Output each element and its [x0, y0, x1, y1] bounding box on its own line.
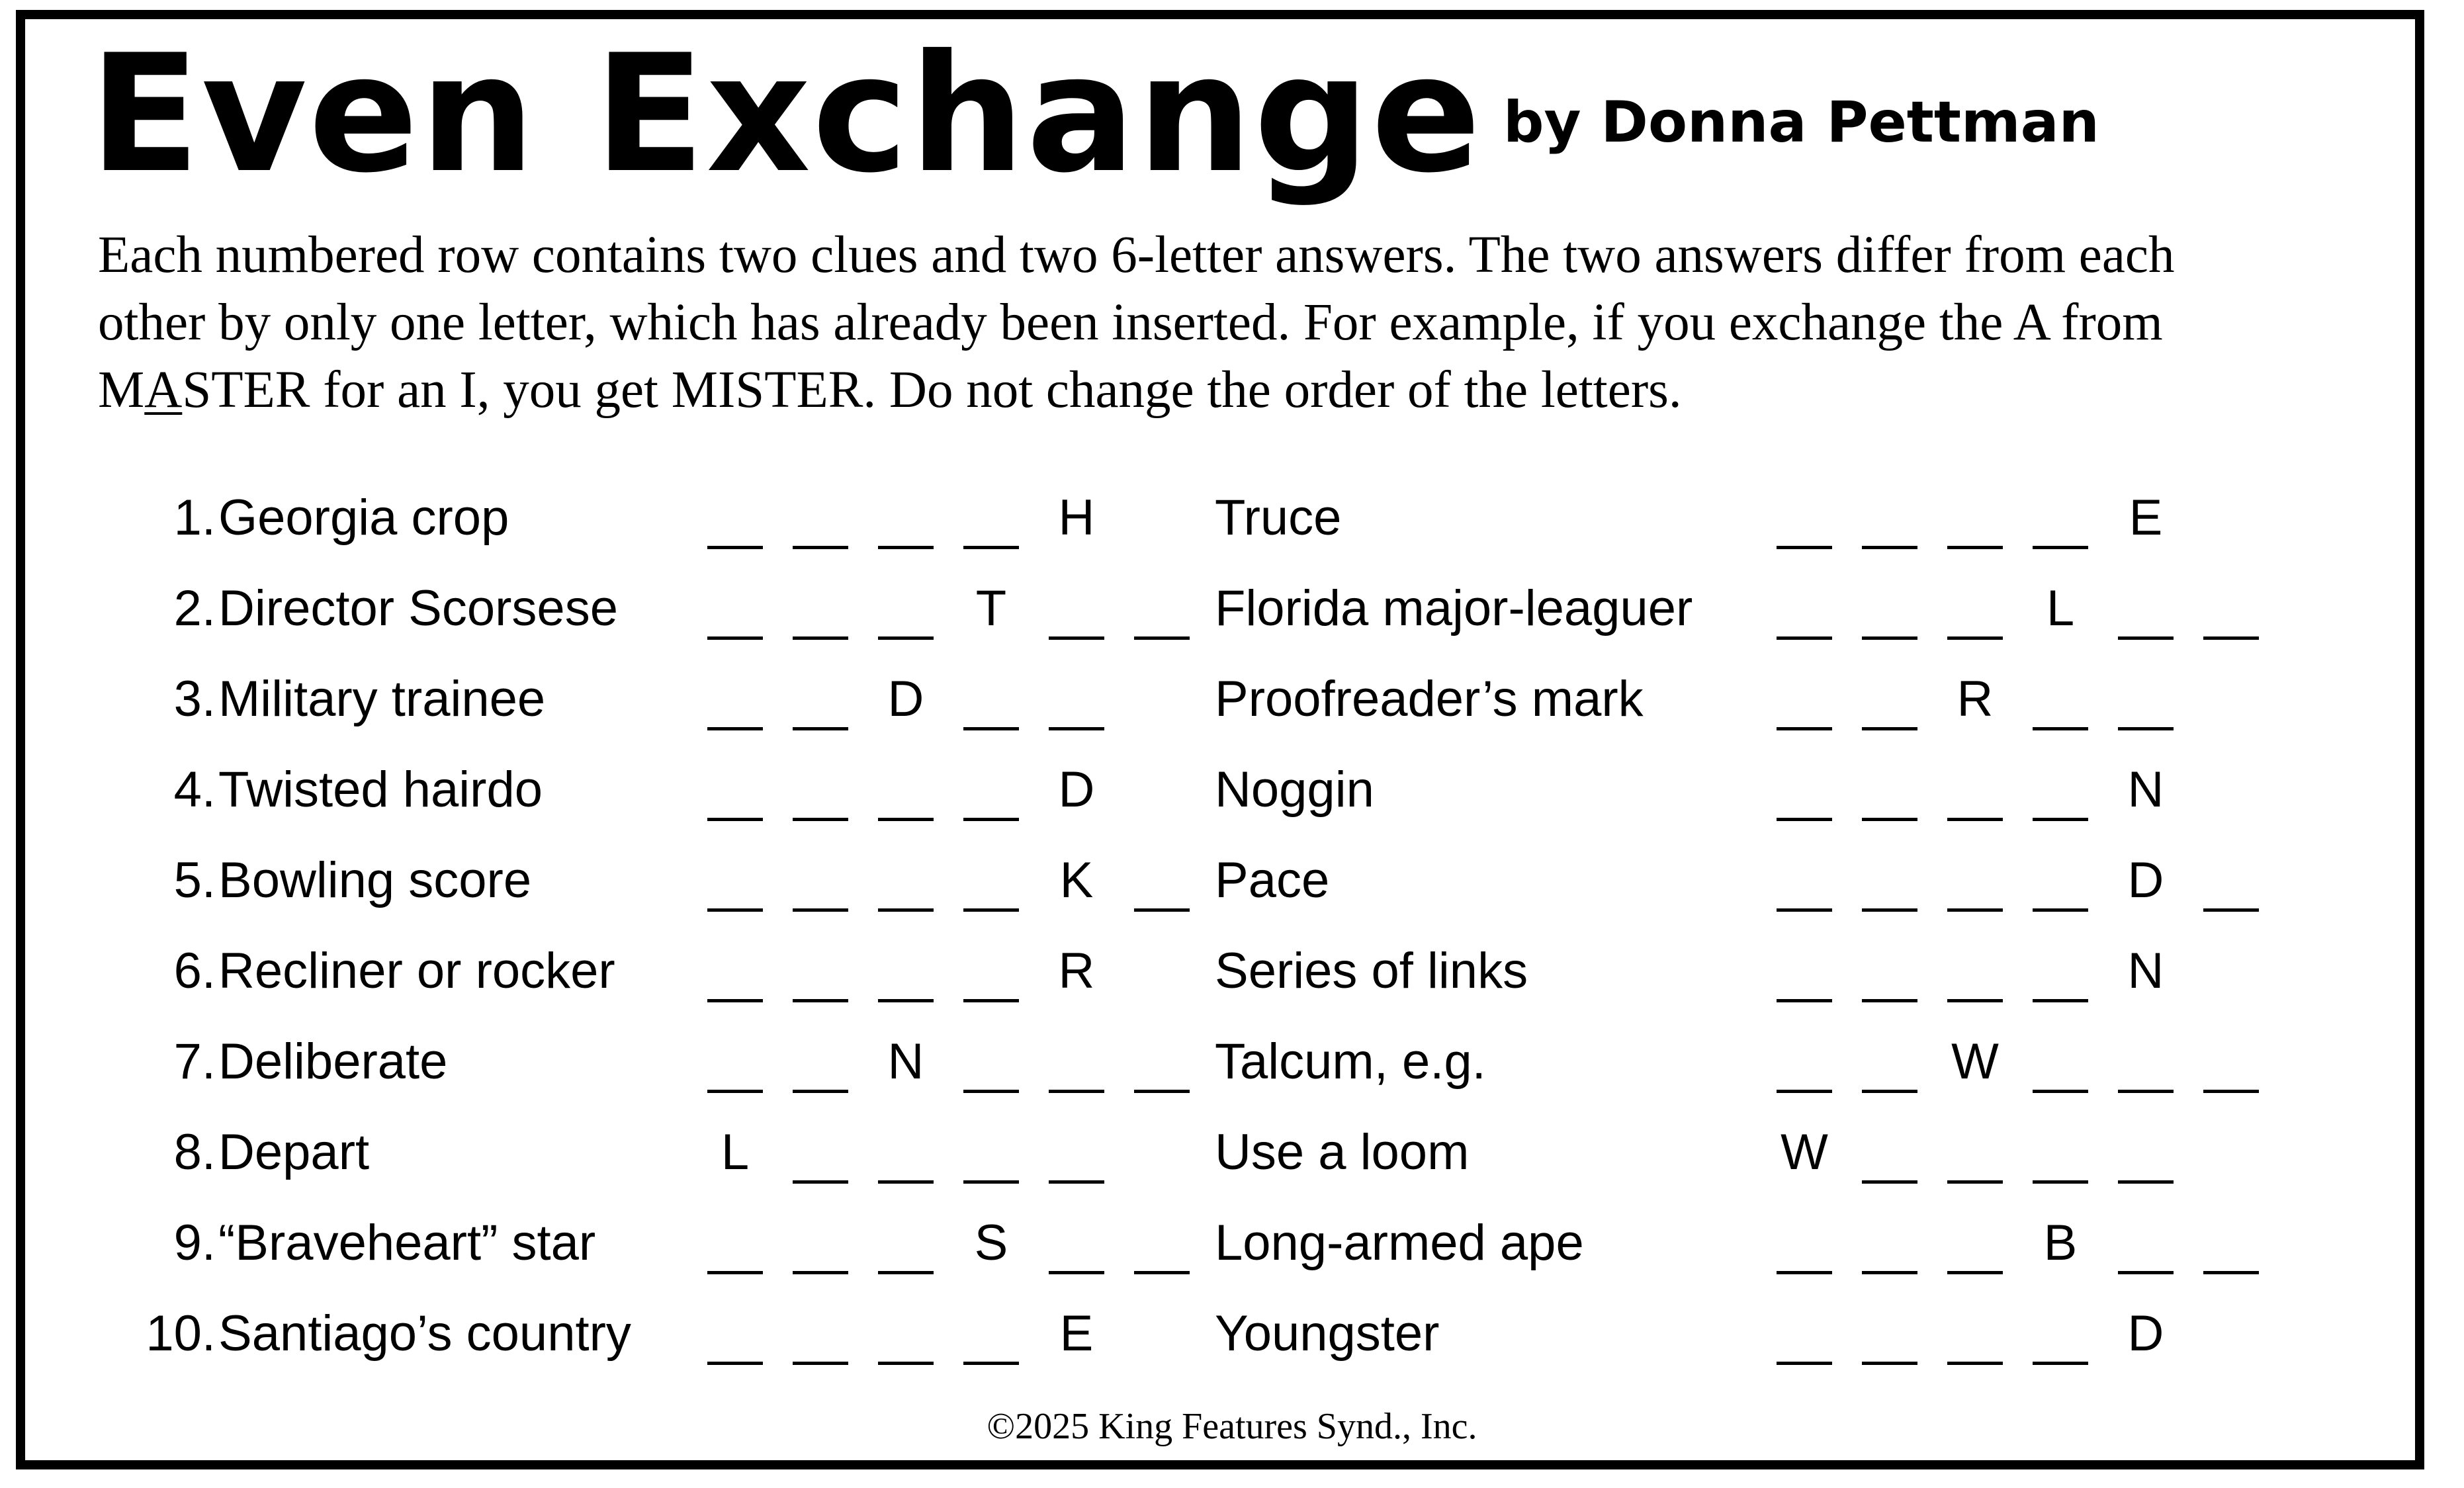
letter-blank[interactable] — [2117, 1207, 2175, 1280]
letter-blank[interactable] — [1775, 844, 1833, 917]
given-letter — [1946, 1026, 2004, 1098]
letter-blank[interactable] — [2031, 1297, 2090, 1370]
clue-left: Santiago’s country — [218, 1305, 631, 1362]
clue-left: Military trainee — [218, 671, 546, 727]
row-number: 7. — [173, 1033, 216, 1090]
letter-blank[interactable] — [1946, 572, 2004, 645]
letter-blank[interactable] — [791, 1026, 850, 1098]
given-letter — [706, 1116, 764, 1189]
clue-left: “Braveheart” star — [218, 1215, 596, 1271]
clue-right: Pace — [1215, 852, 1330, 908]
row-number: 2. — [173, 580, 216, 636]
letter-blank[interactable] — [1946, 1207, 2004, 1280]
example-word-end: STER for an I, you get MISTER. Do not change the order of the letters. — [182, 361, 1682, 419]
row-number: 10. — [146, 1305, 216, 1362]
given-letter-text: L — [2046, 580, 2075, 636]
letter-blank[interactable] — [1775, 482, 1833, 554]
clue-left: Recliner or rocker — [218, 943, 615, 999]
given-letter-text: B — [2043, 1215, 2078, 1271]
copyright-notice: ©2025 King Features Synd., Inc. — [987, 1406, 1477, 1447]
letter-blank[interactable] — [962, 1026, 1020, 1098]
letter-blank[interactable] — [877, 1207, 935, 1280]
letter-blank[interactable] — [1133, 1026, 1191, 1098]
row-number: 9. — [173, 1215, 216, 1271]
clue-left: Depart — [218, 1124, 370, 1180]
letter-blank[interactable] — [791, 1207, 850, 1280]
row-number: 8. — [173, 1124, 216, 1180]
letter-blank[interactable] — [962, 844, 1020, 917]
letter-blank[interactable] — [877, 844, 935, 917]
clue-right: Youngster — [1215, 1305, 1440, 1362]
letter-blank[interactable] — [2202, 844, 2260, 917]
letter-blank[interactable] — [1861, 1116, 1919, 1189]
letter-blank[interactable] — [1861, 754, 1919, 826]
letter-blank[interactable] — [1861, 663, 1919, 736]
puzzle-row — [0, 663, 2464, 736]
clue-left: Director Scorsese — [218, 580, 618, 636]
given-letter-text: N — [887, 1033, 924, 1090]
letter-blank[interactable] — [1946, 844, 2004, 917]
letter-blank[interactable] — [2117, 663, 2175, 736]
given-letter — [2117, 1297, 2175, 1370]
clue-left: Deliberate — [218, 1033, 448, 1090]
letter-blank[interactable] — [1047, 572, 1106, 645]
given-letter-text: T — [975, 580, 1007, 636]
letter-blank[interactable] — [706, 1207, 764, 1280]
row-number: 5. — [173, 852, 216, 908]
letter-blank[interactable] — [1775, 1297, 1833, 1370]
letter-blank[interactable] — [877, 572, 935, 645]
letter-blank[interactable] — [1133, 844, 1191, 917]
given-letter — [2117, 754, 2175, 826]
given-letter — [962, 572, 1020, 645]
clue-right: Truce — [1215, 490, 1342, 546]
given-letter-text: W — [1951, 1033, 1999, 1090]
clue-right: Series of links — [1215, 943, 1528, 999]
author-byline: by Donna Pettman — [1503, 89, 2099, 155]
letter-blank[interactable] — [791, 663, 850, 736]
letter-blank[interactable] — [1775, 1026, 1833, 1098]
given-letter — [2031, 572, 2090, 645]
clue-right: Noggin — [1215, 762, 1374, 818]
given-letter — [2031, 1207, 2090, 1280]
letter-blank[interactable] — [1861, 844, 1919, 917]
letter-blank[interactable] — [1133, 572, 1191, 645]
puzzle-row — [0, 1297, 2464, 1370]
letter-blank[interactable] — [1775, 935, 1833, 1008]
letter-blank[interactable] — [1047, 1116, 1106, 1189]
letter-blank[interactable] — [1861, 935, 1919, 1008]
puzzle-row — [0, 1207, 2464, 1280]
letter-blank[interactable] — [2031, 1116, 2090, 1189]
letter-blank[interactable] — [791, 935, 850, 1008]
given-letter-text: N — [2127, 943, 2164, 999]
letter-blank[interactable] — [1861, 572, 1919, 645]
instructions-line-1: Each numbered row contains two clues and two 6-letter answers. The two answers differ from each — [98, 226, 2175, 284]
letter-blank[interactable] — [877, 1116, 935, 1189]
letter-blank[interactable] — [1047, 663, 1106, 736]
letter-blank[interactable] — [2202, 572, 2260, 645]
letter-blank[interactable] — [1946, 1297, 2004, 1370]
puzzle-row — [0, 1026, 2464, 1098]
given-letter-text: W — [1781, 1124, 1828, 1180]
letter-blank[interactable] — [2031, 754, 2090, 826]
given-letter-text: N — [2127, 762, 2164, 818]
letter-blank[interactable] — [877, 1297, 935, 1370]
letter-blank[interactable] — [2202, 1026, 2260, 1098]
puzzle-row — [0, 935, 2464, 1008]
letter-blank[interactable] — [1047, 1026, 1106, 1098]
letter-blank[interactable] — [706, 935, 764, 1008]
letter-blank[interactable] — [1946, 935, 2004, 1008]
letter-blank[interactable] — [1946, 1116, 2004, 1189]
given-letter — [1047, 1297, 1106, 1370]
letter-blank[interactable] — [1861, 1297, 1919, 1370]
given-letter-text: E — [2129, 490, 2163, 546]
given-letter-text: K — [1059, 852, 1094, 908]
given-letter — [1047, 754, 1106, 826]
letter-blank[interactable] — [1861, 482, 1919, 554]
letter-blank[interactable] — [2031, 1026, 2090, 1098]
letter-blank[interactable] — [1775, 754, 1833, 826]
clue-right: Talcum, e.g. — [1215, 1033, 1486, 1090]
letter-blank[interactable] — [962, 935, 1020, 1008]
letter-blank[interactable] — [791, 572, 850, 645]
given-letter — [1946, 663, 2004, 736]
puzzle-title: Even Exchange — [89, 20, 1483, 208]
given-letter-text: L — [721, 1124, 750, 1180]
letter-blank[interactable] — [706, 1297, 764, 1370]
letter-blank[interactable] — [1861, 1026, 1919, 1098]
letter-blank[interactable] — [2202, 1207, 2260, 1280]
letter-blank[interactable] — [877, 482, 935, 554]
letter-blank[interactable] — [2031, 482, 2090, 554]
puzzle-row — [0, 1116, 2464, 1189]
clue-right: Use a loom — [1215, 1124, 1470, 1180]
instructions-line-2: other by only one letter, which has already been inserted. For example, if you exchange the A from — [98, 294, 2163, 351]
given-letter — [1775, 1116, 1833, 1189]
given-letter-text: S — [974, 1215, 1008, 1271]
letter-blank[interactable] — [962, 1116, 1020, 1189]
given-letter-text: H — [1058, 490, 1095, 546]
letter-blank[interactable] — [1946, 482, 2004, 554]
example-underlined-letter: A — [144, 361, 183, 419]
letter-blank[interactable] — [706, 663, 764, 736]
given-letter-text: R — [1058, 943, 1095, 999]
clue-left: Twisted hairdo — [218, 762, 543, 818]
given-letter-text: D — [1058, 762, 1095, 818]
clue-right: Long-armed ape — [1215, 1215, 1584, 1271]
given-letter — [1047, 482, 1106, 554]
clue-right: Florida major-leaguer — [1215, 580, 1693, 636]
letter-blank[interactable] — [791, 1297, 850, 1370]
clue-left: Bowling score — [218, 852, 532, 908]
letter-blank[interactable] — [1775, 1207, 1833, 1280]
row-number: 4. — [173, 762, 216, 818]
letter-blank[interactable] — [962, 663, 1020, 736]
clue-right: Proofreader’s mark — [1215, 671, 1644, 727]
given-letter — [2117, 482, 2175, 554]
puzzle-row — [0, 844, 2464, 917]
given-letter-text: R — [1957, 671, 1994, 727]
letter-blank[interactable] — [706, 1026, 764, 1098]
letter-blank[interactable] — [962, 482, 1020, 554]
given-letter — [1047, 844, 1106, 917]
example-word-start: M — [98, 361, 145, 419]
letter-blank[interactable] — [2117, 1116, 2175, 1189]
letter-blank[interactable] — [791, 482, 850, 554]
given-letter — [2117, 844, 2175, 917]
row-number: 3. — [173, 671, 216, 727]
letter-blank[interactable] — [2031, 844, 2090, 917]
given-letter-text: D — [887, 671, 924, 727]
given-letter-text: D — [2127, 852, 2164, 908]
puzzle-row — [0, 482, 2464, 554]
letter-blank[interactable] — [1775, 572, 1833, 645]
letter-blank[interactable] — [706, 572, 764, 645]
letter-blank[interactable] — [2031, 663, 2090, 736]
letter-blank[interactable] — [791, 1116, 850, 1189]
letter-blank[interactable] — [1047, 1207, 1106, 1280]
puzzle-row — [0, 754, 2464, 826]
given-letter-text: E — [1059, 1305, 1094, 1362]
letter-blank[interactable] — [791, 754, 850, 826]
letter-blank[interactable] — [1861, 1207, 1919, 1280]
letter-blank[interactable] — [791, 844, 850, 917]
letter-blank[interactable] — [1946, 754, 2004, 826]
letter-blank[interactable] — [2117, 1026, 2175, 1098]
row-number: 1. — [173, 490, 216, 546]
given-letter — [2117, 935, 2175, 1008]
given-letter-text: D — [2127, 1305, 2164, 1362]
letter-blank[interactable] — [1133, 1207, 1191, 1280]
given-letter — [1047, 935, 1106, 1008]
row-number: 6. — [173, 943, 216, 999]
letter-blank[interactable] — [962, 1297, 1020, 1370]
letter-blank[interactable] — [877, 754, 935, 826]
letter-blank[interactable] — [706, 754, 764, 826]
puzzle-row — [0, 572, 2464, 645]
letter-blank[interactable] — [706, 482, 764, 554]
letter-blank[interactable] — [962, 754, 1020, 826]
letter-blank[interactable] — [1775, 663, 1833, 736]
given-letter — [877, 663, 935, 736]
letter-blank[interactable] — [877, 935, 935, 1008]
letter-blank[interactable] — [2031, 935, 2090, 1008]
letter-blank[interactable] — [2117, 572, 2175, 645]
given-letter — [877, 1026, 935, 1098]
letter-blank[interactable] — [706, 844, 764, 917]
clue-left: Georgia crop — [218, 490, 509, 546]
given-letter — [962, 1207, 1020, 1280]
